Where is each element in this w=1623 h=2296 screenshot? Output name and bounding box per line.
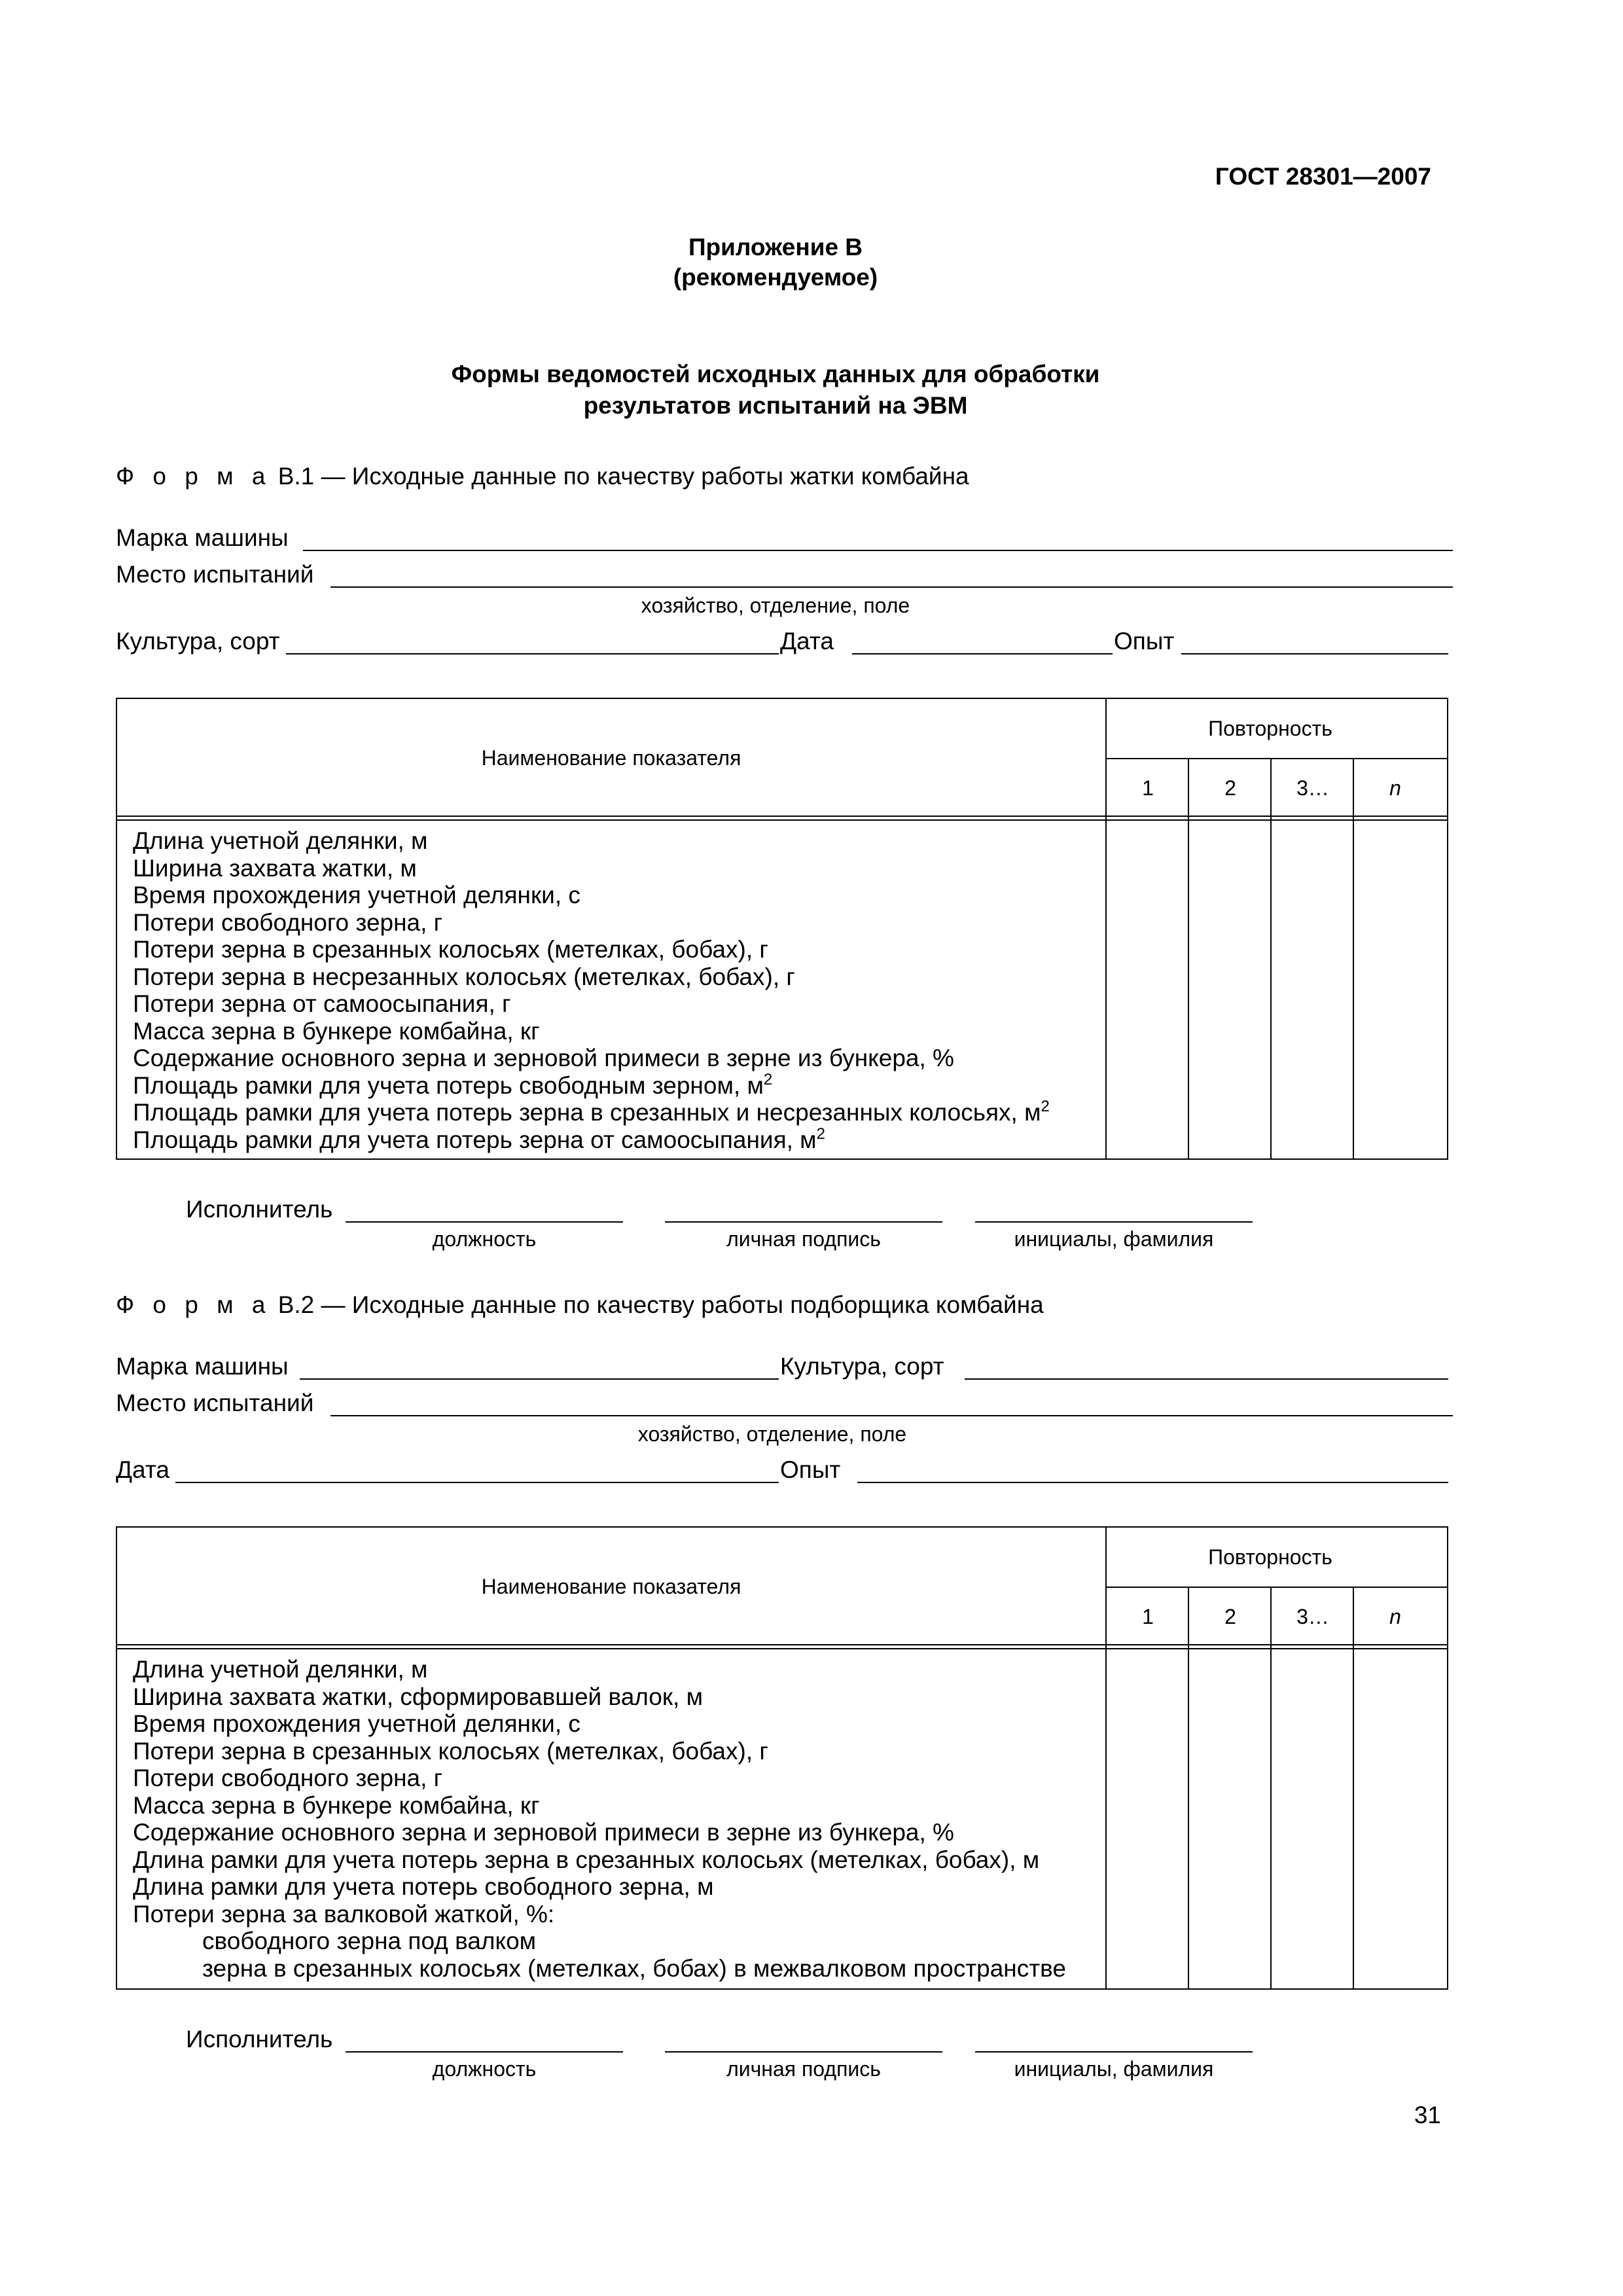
form2-col-2: 2 [1224, 1604, 1236, 1628]
page-number: 31 [1414, 2102, 1441, 2128]
form2-repeat-header: Повторность [1208, 1545, 1332, 1569]
form2-col-n: n [1389, 1604, 1401, 1628]
table-row: Площадь рамки для учета потерь зерна от самоосыпания, $м^2$ [133, 1124, 825, 1153]
form1-place-field[interactable] [330, 586, 1453, 588]
form2-position-hint: должность [432, 2057, 537, 2081]
table-row: Время прохождения учетной делянки, с [133, 1710, 580, 1737]
table-row: Площадь рамки для учета потерь свободным зерном, $м^2$ [133, 1070, 773, 1099]
form2-trial-label: Опыт [780, 1456, 841, 1483]
table-row: Потери свободного зерна, г [133, 908, 443, 936]
form2-crop-field[interactable] [965, 1378, 1448, 1380]
table-row: зерна в срезанных колосьях (метелках, бобах) в межвалковом пространстве [202, 1954, 1067, 1982]
form2-place-label: Место испытаний [116, 1390, 314, 1416]
table-row: Площадь рамки для учета потерь зерна в срезанных и несрезанных колосьях, $м^2$ [133, 1098, 1050, 1126]
form1-machine-label: Марка машины [116, 524, 289, 551]
form2-machine-label: Марка машины [116, 1353, 289, 1380]
table-row: Содержание основного зерна и зерновой примеси в зерне из бункера, % [133, 1819, 954, 1846]
superscript: 2 [763, 1070, 773, 1088]
form1-repeat-header: Повторность [1208, 716, 1332, 740]
form1-name-header: Наименование показателя [481, 745, 741, 770]
form2-crop-label: Культура, сорт [780, 1353, 944, 1380]
form2-trial-field[interactable] [857, 1482, 1448, 1483]
form2-caption-text: В.2 — Исходные данные по качеству работы подборщика комбайна [277, 1291, 1044, 1318]
form1-place-label: Место испытаний [116, 561, 314, 588]
form1-label: Ф о р м а [116, 463, 272, 490]
table-row: свободного зерна под валком [202, 1928, 537, 1954]
form2-signature-hint: личная подпись [726, 2057, 881, 2081]
form2-place-hint: хозяйство, отделение, поле [637, 1422, 907, 1446]
page-title-line2: результатов испытаний на ЭВМ [583, 392, 968, 419]
form1-col-3: 3… [1296, 776, 1329, 800]
table-row: Потери зерна в несрезанных колосьях (метелках, бобах), г [133, 963, 795, 990]
form2-table [116, 1526, 1448, 1990]
table-row: Масса зерна в бункере комбайна, кг [133, 1017, 540, 1045]
table-row: Потери зерна в срезанных колосьях (метелках, бобах), г [133, 1737, 768, 1765]
table-row: Потери свободного зерна, г [133, 1765, 443, 1791]
form2-place-field[interactable] [330, 1415, 1453, 1416]
form1-signature-field[interactable] [665, 1221, 942, 1223]
form1-col-1: 1 [1142, 776, 1154, 800]
form2-signature-field[interactable] [665, 2051, 942, 2053]
form1-table [116, 698, 1448, 1160]
form1-date-field[interactable] [852, 653, 1113, 655]
form1-crop-field[interactable] [286, 653, 779, 655]
table-row: Длина учетной делянки, м [133, 827, 428, 854]
form2-executor-label: Исполнитель [186, 2026, 333, 2053]
form2-date-field[interactable] [175, 1482, 779, 1483]
superscript: 2 [816, 1124, 825, 1143]
form1-trial-field[interactable] [1181, 653, 1448, 655]
table-row: Потери зерна за валковой жаткой, %: [133, 1900, 555, 1928]
form2-machine-field[interactable] [300, 1378, 779, 1380]
form2-name-header: Наименование показателя [481, 1574, 741, 1598]
table-row: Содержание основного зерна и зерновой примеси в зерне из бункера, % [133, 1045, 954, 1071]
form1-crop-label: Культура, сорт [116, 628, 280, 655]
appendix-note: (рекомендуемое) [673, 264, 878, 291]
form2-name-hint: инициалы, фамилия [1014, 2057, 1214, 2081]
form2-position-field[interactable] [346, 2051, 623, 2053]
form1-col-2: 2 [1224, 776, 1236, 800]
form1-header-double-line [117, 816, 1447, 821]
form1-executor-label: Исполнитель [186, 1196, 333, 1223]
form2-rows [133, 1656, 1066, 1982]
form1-machine-field[interactable] [303, 550, 1453, 551]
table-row: Длина рамки для учета потерь зерна в срезанных колосьях (метелках, бобах), м [133, 1846, 1040, 1873]
form1-rows [133, 827, 1050, 1153]
form1-trial-label: Опыт [1114, 628, 1175, 655]
form2-col-3: 3… [1296, 1604, 1329, 1628]
table-row: Потери зерна от самоосыпания, г [133, 990, 511, 1017]
table-row: Масса зерна в бункере комбайна, кг [133, 1791, 540, 1819]
form2-header-double-line [117, 1644, 1447, 1649]
form1-caption-text: В.1 — Исходные данные по качеству работы жатки комбайна [277, 463, 969, 490]
superscript: 2 [1041, 1098, 1050, 1115]
form2-caption [116, 1291, 1044, 1319]
form1-name-hint: инициалы, фамилия [1014, 1227, 1214, 1251]
form2-label: Ф о р м а [116, 1291, 272, 1318]
appendix-title: Приложение В [688, 234, 863, 260]
table-row: Время прохождения учетной делянки, с [133, 882, 580, 908]
form1-name-field[interactable] [975, 1221, 1253, 1223]
form1-caption [116, 462, 969, 491]
form2-date-label: Дата [116, 1456, 169, 1483]
page-title-line1: Формы ведомостей исходных данных для обработки [451, 361, 1100, 387]
form1-signature-hint: личная подпись [726, 1227, 881, 1251]
form1-place-hint: хозяйство, отделение, поле [641, 594, 910, 617]
form1-date-label: Дата [780, 628, 834, 655]
form2-col-1: 1 [1142, 1604, 1154, 1628]
table-row: Длина рамки для учета потерь свободного зерна, м [133, 1873, 714, 1900]
form1-col-n: n [1389, 776, 1401, 800]
standard-number: ГОСТ 28301—2007 [1215, 163, 1431, 190]
form2-name-field[interactable] [975, 2051, 1253, 2053]
table-row: Ширина захвата жатки, сформировавшей валок, м [133, 1683, 704, 1710]
table-row: Потери зерна в срезанных колосьях (метелках, бобах), г [133, 936, 768, 963]
form1-position-field[interactable] [346, 1221, 623, 1223]
table-row: Длина учетной делянки, м [133, 1656, 428, 1683]
table-row: Ширина захвата жатки, м [133, 854, 417, 882]
form1-position-hint: должность [432, 1227, 537, 1251]
